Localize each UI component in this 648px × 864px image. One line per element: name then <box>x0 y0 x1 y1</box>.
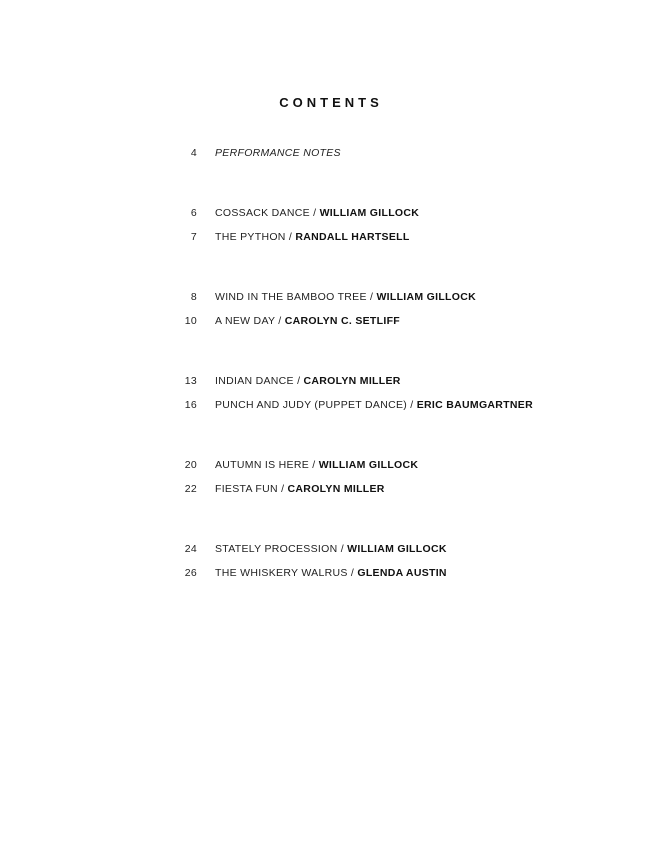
contents-group <box>0 541 648 589</box>
composer-name: GLENDA AUSTIN <box>357 567 447 579</box>
contents-entry[interactable] <box>0 145 648 169</box>
composer-name: ERIC BAUMGARTNER <box>416 399 533 411</box>
entry-text <box>215 289 476 305</box>
piece-title: FIESTA FUN / <box>215 483 288 495</box>
piece-title: A NEW DAY / <box>215 315 285 327</box>
contents-entry[interactable] <box>0 457 648 481</box>
entry-text <box>215 145 341 161</box>
entry-text <box>215 373 401 389</box>
entry-text <box>215 541 447 557</box>
entry-text <box>215 313 400 329</box>
composer-name: CAROLYN MILLER <box>303 375 401 387</box>
page-title: CONTENTS <box>279 95 383 110</box>
contents-group <box>0 289 648 337</box>
piece-title: STATELY PROCESSION / <box>215 543 348 555</box>
contents-group <box>0 145 648 169</box>
contents-entry[interactable] <box>0 205 648 229</box>
composer-name: WILLIAM GILLOCK <box>347 543 447 555</box>
page-number: 7 <box>190 231 197 243</box>
page-number: 13 <box>184 375 197 387</box>
contents-entry[interactable] <box>0 481 648 505</box>
contents-entry[interactable] <box>0 229 648 253</box>
contents-entry[interactable] <box>0 289 648 313</box>
composer-name: CAROLYN C. SETLIFF <box>284 315 400 327</box>
entry-text <box>215 457 418 473</box>
page-number: 8 <box>190 291 197 303</box>
composer-name: RANDALL HARTSELL <box>295 231 410 243</box>
composer-name: WILLIAM GILLOCK <box>376 291 477 303</box>
entry-text <box>215 481 385 497</box>
page-number: 24 <box>184 543 197 555</box>
contents-list <box>0 145 648 625</box>
composer-name: CAROLYN MILLER <box>287 483 385 495</box>
piece-title: THE WHISKERY WALRUS / <box>215 567 358 579</box>
piece-title: PUNCH AND JUDY (PUPPET DANCE) / <box>215 399 417 411</box>
page-number: 4 <box>190 147 197 159</box>
page-number: 20 <box>184 459 197 471</box>
piece-title: THE PYTHON / <box>215 231 296 243</box>
entry-text <box>215 205 419 221</box>
piece-title: COSSACK DANCE / <box>215 207 320 219</box>
piece-title: PERFORMANCE NOTES <box>215 147 341 159</box>
composer-name: WILLIAM GILLOCK <box>318 459 419 471</box>
entry-text <box>215 397 533 413</box>
composer-name: WILLIAM GILLOCK <box>319 207 420 219</box>
contents-group <box>0 205 648 253</box>
page-number: 16 <box>184 399 197 411</box>
contents-entry[interactable] <box>0 565 648 589</box>
piece-title: WIND IN THE BAMBOO TREE / <box>215 291 377 303</box>
piece-title: AUTUMN IS HERE / <box>215 459 319 471</box>
page-number: 26 <box>184 567 197 579</box>
page-number: 6 <box>190 207 197 219</box>
page-number: 22 <box>184 483 197 495</box>
contents-group <box>0 457 648 505</box>
contents-entry[interactable] <box>0 397 648 421</box>
contents-entry[interactable] <box>0 541 648 565</box>
page-number: 10 <box>184 315 197 327</box>
entry-text <box>215 565 447 581</box>
piece-title: INDIAN DANCE / <box>215 375 304 387</box>
contents-entry[interactable] <box>0 313 648 337</box>
contents-group <box>0 373 648 421</box>
entry-text <box>215 229 410 245</box>
contents-entry[interactable] <box>0 373 648 397</box>
